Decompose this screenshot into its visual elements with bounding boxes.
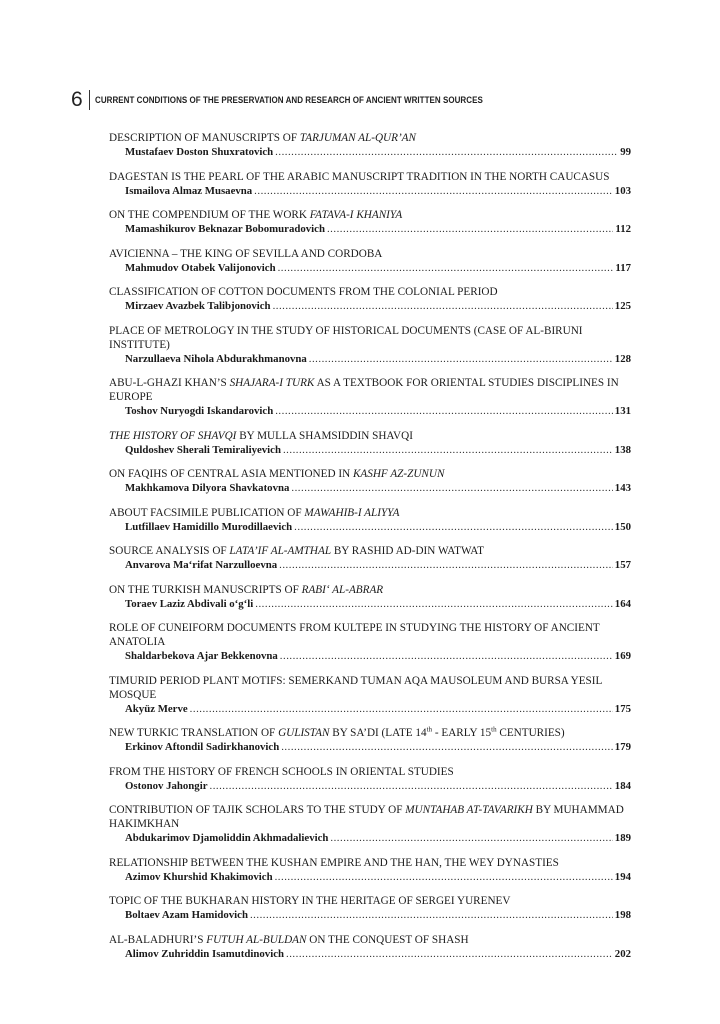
title-segment: ON THE COMPENDIUM OF THE WORK	[109, 209, 310, 221]
title-segment: BY RASHID AD-DIN WATWAT	[331, 545, 484, 557]
toc-entry-author-line	[109, 145, 631, 160]
dot-leader	[255, 597, 613, 612]
toc-entry-author-line	[109, 908, 631, 923]
dot-leader	[275, 870, 613, 885]
toc-entry-title	[109, 894, 631, 908]
title-segment: AL-BALADHURI’S	[109, 933, 207, 946]
dot-leader	[279, 558, 613, 573]
toc-entry-author: Narzullaeva Nihola Abdurakhmanovna	[125, 352, 307, 365]
toc-entry-title	[109, 285, 631, 299]
toc-entry-author: Ostonov Jahongir	[125, 779, 208, 792]
toc-entry-page-number: 150	[614, 520, 631, 533]
title-italic-segment: FUTUH AL-BULDAN	[206, 933, 307, 946]
title-segment: CONTRIBUTION OF TAJIK SCHOLARS TO THE STUDY OF	[109, 804, 406, 816]
dot-leader	[280, 649, 613, 664]
title-segment: TIMURID PERIOD PLANT MOTIFS: SEMERKAND TUMAN AQA MAUSOLEUM AND BURSA YESIL MOSQUE	[109, 674, 602, 701]
title-superscript: th	[491, 725, 497, 734]
toc-entry-author-line	[109, 184, 631, 199]
toc-entry-author-line	[109, 404, 631, 419]
title-segment: CENTURIES)	[496, 727, 565, 739]
dot-leader	[275, 145, 618, 160]
title-segment: PLACE OF METROLOGY IN THE STUDY OF HISTORICAL DOCUMENTS (CASE OF AL-BIRUNI INSTITUTE)	[109, 324, 583, 351]
title-segment: AVICIENNA – THE KING OF SEVILLA AND CORDOBA	[109, 247, 383, 260]
title-italic-segment: GULISTAN	[278, 727, 330, 739]
toc-entry-title	[109, 506, 631, 520]
title-segment: - EARLY 15	[432, 727, 492, 739]
toc-entry-title	[109, 376, 631, 404]
dot-leader	[278, 261, 614, 276]
toc-entry-title	[109, 324, 631, 352]
toc-entry-page-number: 179	[614, 741, 631, 753]
toc-entry-page-number: 117	[615, 261, 631, 274]
toc-entry-page-number: 164	[614, 597, 631, 610]
toc-entry	[109, 583, 631, 612]
title-italic-segment: THE HISTORY OF SHAVQI	[109, 429, 237, 442]
toc-entry	[109, 933, 631, 962]
title-italic-segment: MAWAHIB-I ALIYYA	[304, 506, 400, 519]
toc-entry-author: Quldoshev Sherali Temiraliyevich	[125, 443, 281, 456]
toc-entry-author-line	[109, 702, 631, 717]
toc-entry	[109, 208, 631, 237]
toc-entry-title	[109, 131, 631, 145]
toc-entry-page-number: 202	[614, 947, 631, 960]
toc-entry-author: Lutfillaev Hamidillo Murodillaevich	[125, 520, 293, 533]
dot-leader	[286, 947, 613, 962]
title-segment: AS A TEXTBOOK FOR ORIENTAL STUDIES DISCIPLINES IN EUROPE	[109, 377, 619, 403]
dot-leader	[275, 404, 613, 419]
dot-leader	[327, 222, 613, 237]
toc-entry-page-number: 131	[614, 405, 631, 417]
header-divider	[89, 90, 90, 110]
toc-entry-title	[109, 856, 631, 870]
toc-entry-author-line	[109, 222, 631, 237]
toc-entry-page-number: 125	[614, 300, 631, 312]
page-number: 6	[71, 88, 83, 111]
toc-entry-page-number: 169	[614, 650, 631, 662]
toc-entry-author: Ismailova Almaz Musaevna	[125, 184, 253, 197]
title-segment: CLASSIFICATION OF COTTON DOCUMENTS FROM THE COLONIAL PERIOD	[109, 286, 498, 298]
toc-entry	[109, 726, 631, 755]
toc-entry-page-number: 138	[614, 443, 631, 456]
toc-entry	[109, 856, 631, 885]
running-title: CURRENT CONDITIONS OF THE PRESERVATION AND RESEARCH OF ANCIENT WRITTEN SOURCES	[94, 95, 483, 105]
toc-entry-page-number: 184	[614, 779, 631, 792]
toc-entry	[109, 621, 631, 664]
dot-leader	[250, 908, 613, 923]
toc-entry-page-number: 103	[614, 184, 631, 197]
dot-leader	[330, 831, 612, 846]
title-segment: TOPIC OF THE BUKHARAN HISTORY IN THE HERITAGE OF SERGEI YURENEV	[109, 895, 511, 907]
title-italic-segment: FATAVA-I KHANIYA	[309, 209, 403, 221]
toc-entry-author: Anvarova Ma‘rifat Narzulloevna	[125, 559, 278, 571]
toc-entry	[109, 247, 631, 276]
toc-entry	[109, 506, 631, 535]
toc-entry	[109, 170, 631, 199]
title-segment: BY MULLA SHAMSIDDIN SHAVQI	[236, 429, 413, 442]
toc-entry-author-line	[109, 443, 631, 458]
toc-entry-page-number: 143	[614, 482, 631, 494]
dot-leader	[210, 779, 613, 794]
toc-entry	[109, 324, 631, 367]
toc-entry-author-line	[109, 870, 631, 885]
toc-entry-author-line	[109, 481, 631, 496]
toc-entry-page-number: 194	[614, 870, 631, 883]
title-segment: DESCRIPTION OF MANUSCRIPTS OF	[109, 132, 300, 144]
toc-entry-author: Makhkamova Dilyora Shavkatovna	[125, 482, 290, 494]
toc-entry-title	[109, 544, 631, 558]
title-segment: NEW TURKIC TRANSLATION OF	[109, 727, 279, 739]
toc-entry-page-number: 175	[614, 702, 631, 715]
title-italic-segment: TARJUMAN AL-QUR’AN	[299, 132, 416, 144]
toc-entry-page-number: 189	[614, 832, 631, 844]
toc-entry-author-line	[109, 558, 631, 573]
toc-entry-author-line	[109, 779, 631, 794]
toc-entry-title	[109, 467, 631, 481]
toc-entry-author: Mirzaev Avazbek Talibjonovich	[125, 300, 271, 312]
title-italic-segment: KASHF AZ-ZUNUN	[352, 468, 445, 480]
toc-entry	[109, 467, 631, 496]
title-segment: BY MUHAMMAD HAKIMKHAN	[109, 804, 624, 830]
toc-entry-author-line	[109, 947, 631, 962]
title-italic-segment: MUNTAHAB AT-TAVARIKH	[405, 804, 533, 816]
dot-leader	[190, 702, 613, 717]
title-segment: ON FAQIHS OF CENTRAL ASIA MENTIONED IN	[109, 468, 353, 480]
toc-entry-page-number: 128	[614, 352, 631, 365]
toc-entry-author-line	[109, 597, 631, 612]
toc-entry	[109, 674, 631, 717]
toc-entry-author: Toshov Nuryogdi Iskandarovich	[125, 405, 274, 417]
title-segment: SOURCE ANALYSIS OF	[109, 545, 230, 557]
title-segment: DAGESTAN IS THE PEARL OF THE ARABIC MANUSCRIPT TRADITION IN THE NORTH CAUCASUS	[109, 170, 610, 183]
toc-entry-author: Toraev Laziz Abdivali o‘g‘li	[125, 597, 254, 610]
dot-leader	[291, 481, 612, 496]
toc-entry	[109, 131, 631, 160]
toc-entry-author-line	[109, 649, 631, 664]
toc-entry-title	[109, 429, 631, 443]
title-segment: ON THE CONQUEST OF SHASH	[306, 933, 469, 946]
toc-entry-author: Boltaev Azam Hamidovich	[125, 909, 248, 921]
title-segment: ABOUT FACSIMILE PUBLICATION OF	[109, 506, 305, 519]
toc-entry-author: Mahmudov Otabek Valijonovich	[125, 261, 276, 274]
title-segment: ABU-L-GHAZI KHAN’S	[109, 377, 230, 389]
toc-entry	[109, 765, 631, 794]
toc-entry-title	[109, 208, 631, 222]
toc-entry	[109, 429, 631, 458]
dot-leader	[254, 184, 613, 199]
dot-leader	[281, 740, 613, 755]
title-italic-segment: SHAJARA-I TURK	[229, 377, 315, 389]
toc-entry-title	[109, 674, 631, 702]
toc-entry-author: Erkinov Aftondil Sadirkhanovich	[125, 741, 280, 753]
toc-entry-title	[109, 247, 631, 261]
toc-entry-author: Shaldarbekova Ajar Bekkenovna	[125, 650, 278, 662]
toc-entry	[109, 544, 631, 573]
toc-entry-title	[109, 933, 631, 947]
toc-entry-page-number: 99	[620, 146, 631, 158]
toc-entry-title	[109, 803, 631, 831]
toc-entry-title	[109, 621, 631, 649]
toc-entry-author: Mamashikurov Beknazar Bobomuradovich	[125, 223, 325, 235]
title-superscript: th	[426, 725, 433, 734]
toc-entry	[109, 285, 631, 314]
title-segment: ROLE OF CUNEIFORM DOCUMENTS FROM KULTEPE IN STUDYING THE HISTORY OF ANCIENT ANATOLIA	[109, 622, 600, 648]
table-of-contents	[109, 131, 631, 971]
toc-entry	[109, 894, 631, 923]
toc-entry-author-line	[109, 740, 631, 755]
dot-leader	[273, 299, 613, 314]
toc-entry-author: Mustafaev Doston Shuxratovich	[125, 146, 274, 158]
toc-entry	[109, 803, 631, 846]
title-italic-segment: RABI‘ AL-ABRAR	[301, 583, 384, 596]
toc-entry	[109, 376, 631, 419]
toc-entry-title	[109, 765, 631, 779]
title-segment: BY SA’DI (LATE 14	[329, 727, 427, 739]
dot-leader	[309, 352, 613, 367]
toc-entry-author: Alimov Zuhriddin Isamutdinovich	[125, 947, 285, 960]
toc-entry-author-line	[109, 831, 631, 846]
title-segment: FROM THE HISTORY OF FRENCH SCHOOLS IN ORIENTAL STUDIES	[109, 765, 454, 778]
toc-entry-page-number: 198	[614, 909, 631, 921]
title-segment: RELATIONSHIP BETWEEN THE KUSHAN EMPIRE AND THE HAN, THE WEY DYNASTIES	[109, 856, 559, 869]
toc-entry-author-line	[109, 299, 631, 314]
toc-entry-page-number: 112	[615, 223, 631, 235]
toc-entry-author: Azimov Khurshid Khakimovich	[125, 870, 273, 883]
page-header	[71, 88, 540, 112]
toc-entry-page-number: 157	[614, 559, 631, 571]
toc-entry-author: Akyüz Merve	[125, 702, 188, 715]
title-segment: ON THE TURKISH MANUSCRIPTS OF	[109, 583, 302, 596]
toc-entry-title	[109, 583, 631, 597]
toc-entry-title	[109, 726, 631, 740]
title-italic-segment: LATA’IF AL-AMTHAL	[229, 545, 332, 557]
toc-entry-author: Abdukarimov Djamoliddin Akhmadalievich	[125, 832, 329, 844]
toc-entry-title	[109, 170, 631, 184]
toc-entry-author-line	[109, 261, 631, 276]
dot-leader	[283, 443, 613, 458]
toc-entry-author-line	[109, 352, 631, 367]
dot-leader	[294, 520, 613, 535]
toc-entry-author-line	[109, 520, 631, 535]
